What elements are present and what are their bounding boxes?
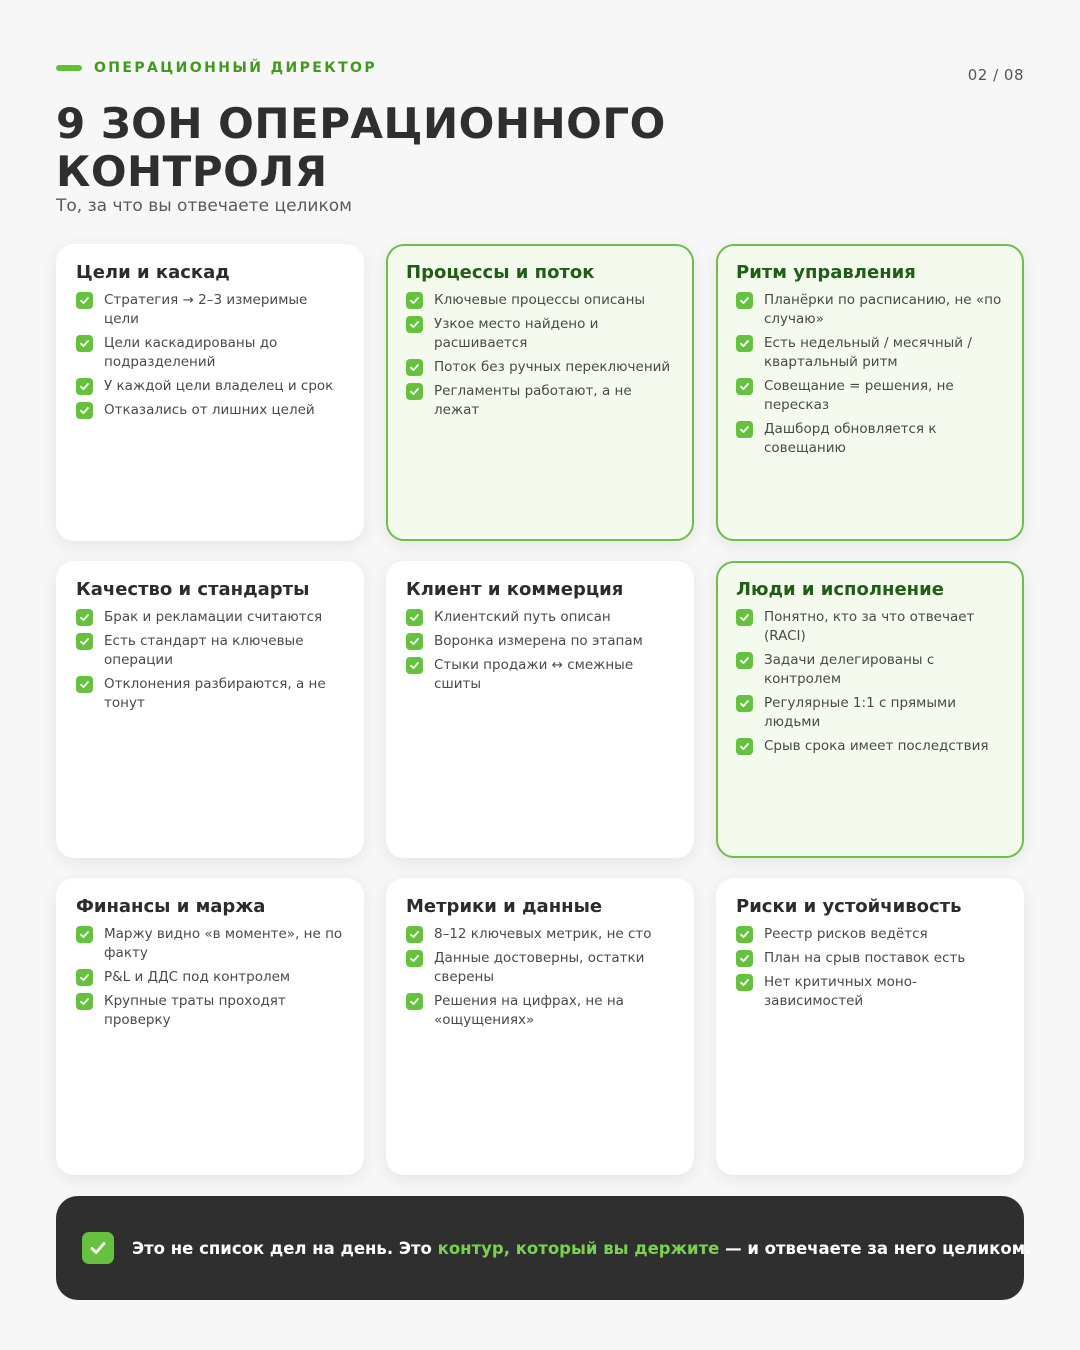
check-icon	[736, 378, 753, 395]
page-title: 9 ЗОН ОПЕРАЦИОННОГО КОНТРОЛЯ	[56, 99, 666, 196]
checklist-item	[76, 377, 346, 396]
check-icon	[76, 609, 93, 626]
checklist-item	[406, 656, 676, 694]
check-icon	[406, 359, 423, 376]
zone-card	[716, 561, 1024, 858]
checklist-item	[76, 608, 346, 627]
check-icon	[76, 292, 93, 309]
zone-card	[386, 878, 694, 1175]
checklist-item	[76, 291, 346, 329]
checklist-item-text: Регламенты работают, а не лежат	[434, 383, 632, 418]
check-icon	[76, 926, 93, 943]
checklist-item-text: Брак и рекламации считаются	[104, 609, 323, 625]
zone-card	[56, 244, 364, 541]
zones-grid	[56, 244, 1024, 1175]
zone-card-title: Клиент и коммерция	[406, 579, 624, 600]
banner-text-accent: контур, который вы держите	[437, 1238, 720, 1258]
zone-card-title: Метрики и данные	[406, 896, 603, 917]
check-icon	[736, 974, 753, 991]
checklist-item-text: Решения на цифрах, не на «ощущениях»	[434, 993, 624, 1028]
zone-card	[56, 561, 364, 858]
check-icon	[406, 993, 423, 1010]
zone-card-title: Ритм управления	[736, 262, 916, 283]
page-subtitle: То, за что вы отвечаете целиком	[56, 196, 352, 216]
checklist-item	[76, 675, 346, 713]
check-icon	[76, 402, 93, 419]
checklist-item-text: Клиентский путь описан	[434, 609, 611, 625]
checklist-item	[736, 377, 1006, 415]
check-icon	[736, 950, 753, 967]
checklist-item-text: Задачи делегированы с контролем	[764, 652, 935, 687]
banner-text-end: — и отвечаете за него целиком.	[719, 1238, 1032, 1258]
checklist-item-text: У каждой цели владелец и срок	[104, 378, 334, 394]
check-icon	[736, 652, 753, 669]
checklist-item-text: Ключевые процессы описаны	[434, 292, 646, 308]
check-icon	[406, 950, 423, 967]
check-icon	[406, 609, 423, 626]
check-icon	[76, 378, 93, 395]
check-icon	[736, 421, 753, 438]
zone-card-title: Качество и стандарты	[76, 579, 310, 600]
checklist-item	[736, 949, 1006, 968]
checklist-item-text: Крупные траты проходят проверку	[104, 993, 286, 1028]
checklist-item	[406, 925, 676, 944]
checklist-item	[76, 401, 346, 420]
checklist-item-text: 8–12 ключевых метрик, не сто	[434, 926, 652, 942]
checklist-item	[406, 949, 676, 987]
check-icon	[76, 633, 93, 650]
zone-card	[386, 244, 694, 541]
checklist-item	[736, 334, 1006, 372]
checklist-item	[736, 973, 1006, 1011]
check-icon	[76, 676, 93, 693]
summary-banner	[56, 1196, 1032, 1300]
check-icon	[76, 335, 93, 352]
checklist-item	[76, 925, 346, 963]
check-icon	[736, 695, 753, 712]
checklist-item-text: Есть недельный / месячный / квартальный ритм	[764, 335, 972, 370]
checklist-item-text: Регулярные 1:1 с прямыми людьми	[764, 695, 956, 730]
checklist-item	[736, 925, 1006, 944]
check-icon	[76, 993, 93, 1010]
checklist-item-text: Отказались от лишних целей	[104, 402, 315, 418]
checklist-item	[76, 968, 346, 987]
banner-text	[132, 1239, 1031, 1258]
check-icon	[406, 657, 423, 674]
zone-card-title: Финансы и маржа	[76, 896, 266, 917]
check-icon	[406, 926, 423, 943]
checklist-item	[736, 608, 1006, 646]
checklist-item	[736, 420, 1006, 458]
checklist-item-text: Нет критичных моно-зависимостей	[764, 974, 917, 1009]
zone-card	[386, 561, 694, 858]
checklist-item-text: Есть стандарт на ключевые операции	[104, 633, 304, 668]
check-icon	[736, 926, 753, 943]
checklist-item-text: Цели каскадированы до подразделений	[104, 335, 278, 370]
checklist-item-text: Маржу видно «в моменте», не по факту	[104, 926, 343, 961]
checklist-item-text: Данные достоверны, остатки сверены	[434, 950, 645, 985]
checklist-item	[406, 382, 676, 420]
check-icon	[406, 383, 423, 400]
checklist-item	[736, 651, 1006, 689]
eyebrow-accent-bar	[56, 65, 82, 71]
checklist-item	[76, 632, 346, 670]
checklist-item-text: Стратегия → 2–3 измеримые цели	[104, 292, 308, 327]
check-icon	[406, 292, 423, 309]
checklist-item	[76, 992, 346, 1030]
checklist-item	[406, 632, 676, 651]
page-number: 02 / 08	[967, 66, 1024, 84]
checklist-item-text: Узкое место найдено и расшивается	[434, 316, 599, 351]
checklist-item	[406, 608, 676, 627]
checklist-item	[76, 334, 346, 372]
checklist-item-text: P&L и ДДС под контролем	[104, 969, 291, 985]
checklist-item	[736, 291, 1006, 329]
check-icon	[736, 292, 753, 309]
checklist-item	[406, 315, 676, 353]
banner-text-start: Это не список дел на день. Это	[132, 1238, 438, 1258]
checklist-item-text: Планёрки по расписанию, не «по случаю»	[764, 292, 1002, 327]
checklist-item-text: Дашборд обновляется к совещанию	[764, 421, 937, 456]
check-icon	[406, 316, 423, 333]
checklist-item-text: Совещание = решения, не пересказ	[764, 378, 954, 413]
zone-card	[56, 878, 364, 1175]
checklist-item-text: Срыв срока имеет последствия	[764, 738, 989, 754]
zone-card-title: Риски и устойчивость	[736, 896, 962, 917]
checklist-item-text: Поток без ручных переключений	[434, 359, 671, 375]
check-icon	[736, 738, 753, 755]
zone-card-title: Люди и исполнение	[736, 579, 944, 600]
zone-card	[716, 878, 1024, 1175]
check-icon	[736, 335, 753, 352]
zone-card	[716, 244, 1024, 541]
check-icon	[406, 633, 423, 650]
check-icon	[736, 609, 753, 626]
zone-card-title: Цели и каскад	[76, 262, 230, 283]
checklist-item	[736, 737, 1006, 756]
check-icon	[76, 969, 93, 986]
checklist-item-text: Реестр рисков ведётся	[764, 926, 928, 942]
checklist-item-text: Отклонения разбираются, а не тонут	[104, 676, 326, 711]
checklist-item	[406, 992, 676, 1030]
checklist-item-text: Понятно, кто за что отвечает (RACI)	[764, 609, 975, 644]
checklist-item-text: План на срыв поставок есть	[764, 950, 966, 966]
checklist-item	[736, 694, 1006, 732]
eyebrow	[56, 60, 377, 76]
checklist-item	[406, 291, 676, 310]
checklist-item	[406, 358, 676, 377]
zone-card-title: Процессы и поток	[406, 262, 595, 283]
eyebrow-label: ОПЕРАЦИОННЫЙ ДИРЕКТОР	[94, 60, 377, 76]
checklist-item-text: Воронка измерена по этапам	[434, 633, 643, 649]
checklist-item-text: Стыки продажи ↔ смежные сшиты	[434, 657, 634, 692]
check-icon	[82, 1232, 114, 1264]
